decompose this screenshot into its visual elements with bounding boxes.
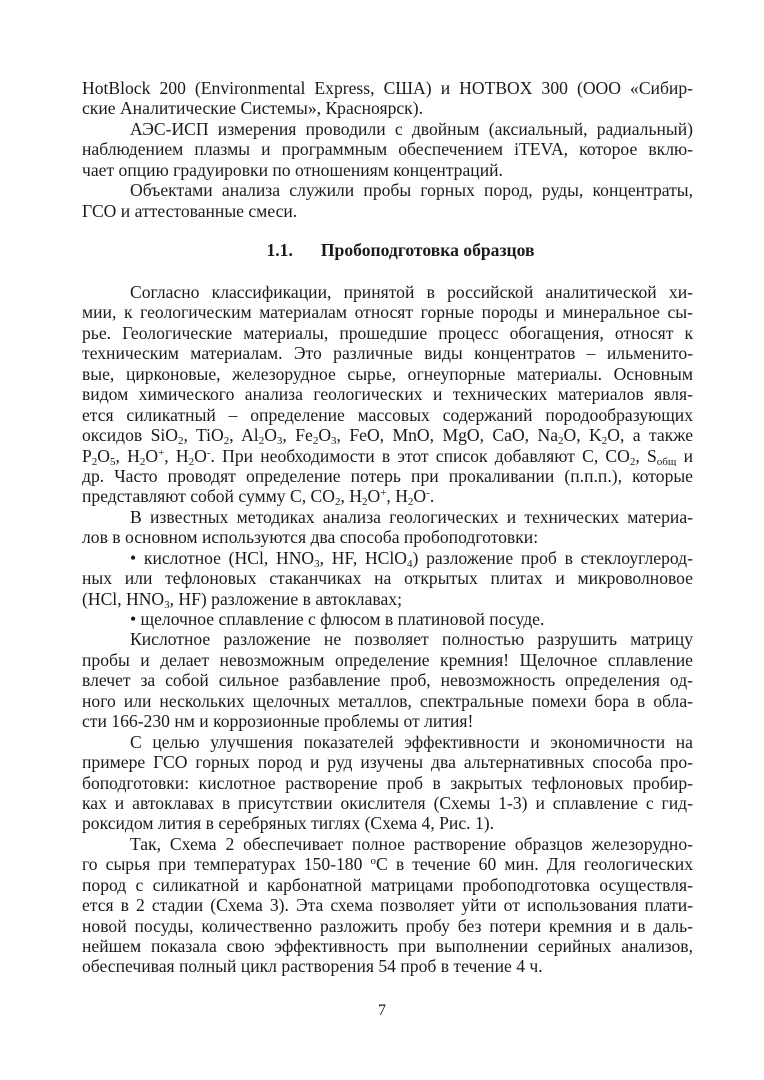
text-segment: . — [429, 486, 435, 507]
text-line: роксидом лития в серебряных тиглях (Схема 4, Рис. 1). — [82, 813, 495, 834]
text-segment: O — [97, 445, 111, 466]
text-line — [82, 425, 693, 445]
text-line: Объектами анализа служили пробы горных пород, руды, концентраты, — [130, 180, 693, 201]
text-segment: 2 — [334, 496, 341, 507]
text-segment: • кислотное (HCl, HNO — [130, 547, 315, 568]
text-segment: ) разложение проб в стеклоуглерод- — [412, 547, 693, 568]
text-segment: 3 — [314, 557, 320, 569]
text-segment: 2 — [629, 455, 636, 466]
paragraph — [82, 507, 693, 548]
text-line: ных или тефлоновых стаканчиках на открытых плитах и микроволновое — [82, 568, 693, 589]
paragraph — [82, 548, 693, 609]
text-line: пробы и делает невозможным определение кремния! Щелочное сплавление — [82, 649, 693, 670]
document-body — [82, 78, 693, 977]
text-segment: , H — [164, 445, 189, 466]
text-line: ется силикатный – определение массовых содержаний породообразующих — [82, 404, 693, 425]
text-line: лов в основном используются два способа пробоподготовки: — [82, 527, 539, 548]
text-segment: . При необходимости в этот список добавляют C, CO — [210, 445, 630, 466]
text-segment: 2 — [91, 455, 98, 466]
text-segment: P — [82, 445, 92, 466]
text-line: чает опцию градуировки по отношениям концентраций. — [82, 159, 503, 180]
text-segment: 2 — [188, 455, 195, 466]
text-line: обеспечивая полный цикл растворения 54 проб в течение 4 ч. — [82, 956, 543, 977]
section-title: Пробоподготовка образцов — [320, 240, 535, 261]
paragraph — [82, 629, 693, 731]
text-line: ного или нескольких щелочных металлов, спектральные помехи бора в обла- — [82, 690, 693, 711]
text-line — [82, 589, 693, 609]
text-segment: го сырья при температурах 150-180 — [82, 854, 371, 875]
text-segment: , H — [115, 445, 140, 466]
text-segment: 2 — [361, 496, 368, 507]
text-line: С целью улучшения показателей эффективности и экономичности на — [130, 731, 693, 752]
text-segment: 4 — [407, 557, 413, 569]
text-segment: представляют собой сумму C, CO — [82, 486, 335, 507]
paragraph — [82, 609, 693, 629]
text-line: рье. Геологические материалы, прошедшие процесс обогащения, относят к — [82, 322, 693, 343]
section-number: 1.1. — [266, 240, 293, 261]
text-segment: O — [264, 425, 277, 446]
text-line: HotBlock 200 (Environmental Express, США) и HOTBOX 300 (ООО «Сибир- — [82, 78, 693, 98]
text-segment: , S — [635, 445, 657, 466]
text-line: ские Аналитические Системы», Красноярск). — [82, 98, 423, 119]
text-segment: С в течение 60 мин. Для геологических — [376, 854, 693, 875]
text-segment: , TiO — [183, 425, 224, 446]
text-segment: 2 — [558, 435, 564, 446]
text-segment: , HF) разложение в автоклавах; — [169, 588, 402, 609]
text-segment: , H — [340, 486, 362, 507]
text-segment: 3 — [164, 598, 170, 609]
text-line: наблюдением плазмы и программным обеспечением iTEVA, которое вклю- — [82, 139, 693, 160]
text-segment: o — [370, 855, 376, 868]
text-line — [82, 486, 693, 506]
text-segment: , H — [386, 486, 408, 507]
section-heading — [82, 240, 693, 260]
text-segment: 5 — [110, 455, 116, 466]
paragraph — [82, 282, 693, 507]
text-line: ется в 2 стадии (Схема 3). Эта схема позволяет уйти от использования плати- — [82, 895, 693, 916]
text-segment: , Al — [229, 425, 259, 446]
text-line: ках и автоклавах в присутствии окислителя (Схемы 1-3) и сплавление с гид- — [82, 792, 693, 813]
text-line: новой посуды, количественно разложить пробу без потери кремния и в даль- — [82, 915, 693, 936]
text-line: видом химического анализа геологических и технических материалов явля- — [82, 384, 693, 405]
text-line: мии, к геологическим материалам относят горные породы и минеральное сы- — [82, 302, 693, 323]
text-segment: общ — [656, 455, 677, 466]
text-line: примере ГСО горных пород и руд изучены два альтернативных способа про- — [82, 752, 693, 773]
text-segment: (HCl, HNO — [82, 588, 165, 609]
text-line: АЭС-ИСП измерения проводили с двойным (аксиальный, радиальный) — [130, 118, 693, 139]
text-segment: - — [206, 446, 211, 459]
text-line: техническим материалам. Это различные виды концентратов – ильменито- — [82, 343, 693, 364]
page-number: 7 — [378, 1002, 386, 1019]
text-segment: O — [318, 425, 332, 446]
text-segment: и — [676, 445, 693, 466]
text-line: сти 166-230 нм и коррозионные проблемы от лития! — [82, 711, 474, 732]
text-segment: , HF, HClO — [319, 547, 407, 568]
text-segment: 3 — [331, 435, 337, 446]
text-segment: 2 — [312, 435, 319, 446]
text-segment: + — [158, 446, 165, 459]
paragraph — [82, 78, 693, 119]
text-segment: , Fe — [282, 425, 313, 446]
text-line: Кислотное разложение не позволяет полностью разрушить матрицу — [130, 629, 693, 650]
text-line — [82, 548, 693, 568]
text-segment: 2 — [139, 455, 146, 466]
text-segment: O, а также — [607, 425, 693, 446]
text-segment: оксидов SiO — [82, 425, 178, 446]
text-line: • щелочное сплавление с флюсом в платиновой посуде. — [130, 609, 545, 629]
paragraph — [82, 834, 693, 977]
text-line: ГСО и аттестованные смеси. — [82, 200, 298, 221]
text-line: влечет за собой сильное разбавление проб, невозможность определения од- — [82, 670, 693, 691]
text-segment: 2 — [407, 496, 414, 507]
text-line: нейшем показала свою эффективность при выполнении серийных анализов, — [82, 936, 693, 956]
text-line: В известных методиках анализа геологических и технических материа- — [130, 506, 693, 527]
text-line — [82, 854, 693, 874]
paragraph — [82, 732, 693, 834]
text-segment: O — [367, 486, 381, 507]
text-segment: 3 — [276, 435, 283, 446]
text-line: др. Часто проводят определение потерь при прокаливании (п.п.п.), которые — [82, 465, 693, 486]
text-segment: 2 — [223, 435, 230, 446]
text-segment: - — [426, 487, 430, 500]
text-segment: , FeO, MnO, MgO, CaO, Na — [336, 425, 559, 446]
text-segment: O, K — [563, 425, 602, 446]
paragraph — [82, 180, 693, 221]
text-line: Так, Схема 2 обеспечивает полное растворение образцов железорудно- — [130, 833, 693, 854]
text-segment: O — [194, 445, 207, 466]
text-line: пород с силикатной и карбонатной матрицами пробоподготовка осуществля- — [82, 874, 693, 895]
text-line — [82, 446, 693, 466]
paragraph — [82, 119, 693, 180]
text-segment: + — [380, 487, 387, 500]
text-line: боподготовки: кислотное растворение проб в закрытых тефлоновых пробир- — [82, 772, 693, 793]
text-segment: 2 — [601, 435, 608, 446]
text-segment: 2 — [178, 435, 184, 446]
text-line: вые, цирконовые, железорудное сырье, огнеупорные материалы. Основным — [82, 363, 693, 384]
text-segment: 2 — [258, 435, 265, 446]
text-line: Согласно классификации, принятой в российской аналитической хи- — [130, 282, 693, 302]
text-segment: O — [413, 486, 427, 507]
text-segment: O — [145, 445, 159, 466]
